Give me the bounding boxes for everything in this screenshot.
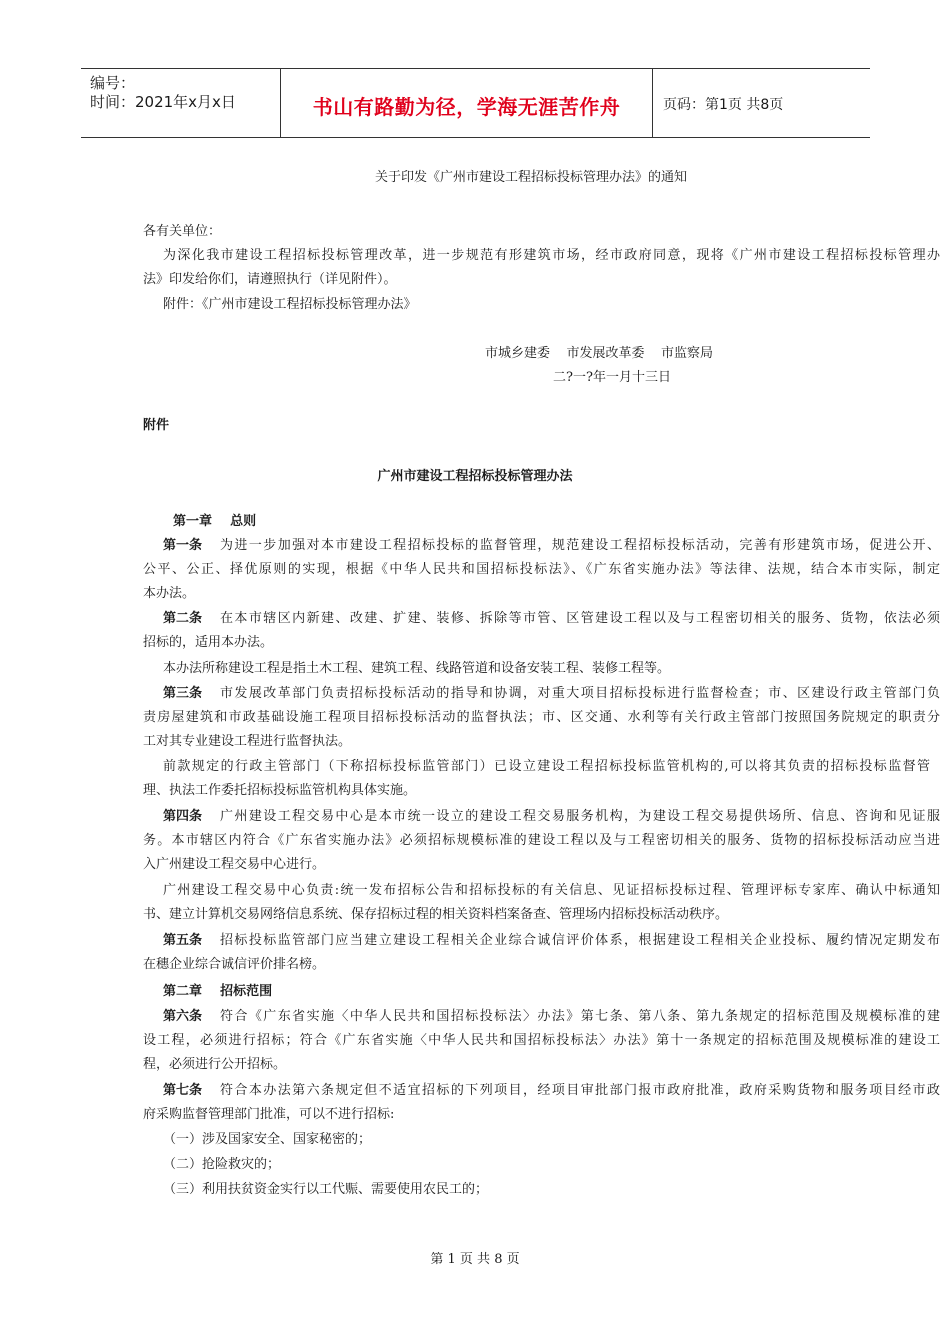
page-label: 页码：第1页 共8页 (663, 97, 784, 113)
attachment-note: 附件：《广州市建设工程招标投标管理办法》 (163, 297, 417, 312)
article-line: 前款规定的行政主管部门（下称招标投标监管部门）已设立建设工程招标投标监管机构的,可以将其负责的招标投标监督管 (163, 759, 930, 774)
article-paragraph: 本办法所称建设工程是指土木工程、建筑工程、线路管道和设备安装工程、装修工程等。 (163, 661, 671, 676)
header-motto-cell (281, 69, 653, 137)
article-line: 在穗企业综合诚信评价排名榜。 (143, 957, 326, 972)
article-heading: 第一条 (163, 538, 203, 553)
article-line: 工对其专业建设工程进行监督执法。 (143, 734, 352, 749)
article-line: 招标投标监管部门应当建立建设工程相关企业综合诚信评价体系，根据建设工程相关企业投标、履约情况定期发布 (220, 933, 940, 948)
article-heading: 第二条 (163, 611, 203, 626)
issue-date: 二?一?年一月十三日 (553, 370, 671, 385)
appendix-label: 附件 (143, 418, 170, 433)
article-line: 设工程，必须进行招标；符合《广东省实施〈中华人民共和国招标投标法〉办法》第十一条规定的招标范围及规模标准的建设工 (143, 1033, 940, 1048)
article-heading: 第三条 (163, 686, 203, 701)
article-line: 符合本办法第六条规定但不适宜招标的下列项目，经项目审批部门报市政府批准，政府采购货物和服务项目经市政 (220, 1083, 940, 1098)
article-line: 在本市辖区内新建、改建、扩建、装修、拆除等市管、区管建设工程以及与工程密切相关的服务、货物，依法必须 (220, 611, 940, 626)
article-line: 广州建设工程交易中心负责:统一发布招标公告和招标投标的有关信息、见证招标投标过程、管理评标专家库、确认中标通知 (163, 883, 940, 898)
article-heading: 第七条 (163, 1083, 203, 1098)
article-heading: 第六条 (163, 1009, 203, 1024)
header-meta-cell (81, 69, 281, 137)
issuers: 市城乡建委 市发展改革委 市监察局 (485, 346, 714, 361)
notice-body-line: 为深化我市建设工程招标投标管理改革，进一步规范有形建筑市场，经市政府同意，现将《广州市建设工程招标投标管理办 (163, 248, 940, 263)
article-line: 责房屋建筑和市政基础设施工程项目招标投标活动的监督执法；市、区交通、水利等有关行政主管部门按照国务院规定的职责分 (143, 710, 940, 725)
article-line: 为进一步加强对本市建设工程招标投标的监督管理，规范建设工程招标投标活动，完善有形建筑市场，促进公开、 (220, 538, 940, 553)
header-page-cell (653, 69, 870, 137)
article-line: 符合《广东省实施〈中华人民共和国招标投标法〉办法》第七条、第八条、第九条规定的招标范围及规模标准的建 (220, 1009, 940, 1024)
page-footer: 第 1 页 共 8 页 (430, 1252, 520, 1267)
list-item: （三）利用扶贫资金实行以工代赈、需要使用农民工的； (163, 1182, 489, 1197)
salutation: 各有关单位： (143, 224, 222, 239)
article-line: 务。本市辖区内符合《广东省实施办法》必须招标规模标准的建设工程以及与工程密切相关的服务、货物的招标投标活动应当进 (143, 833, 940, 848)
motto: 书山有路勤为径，学海无涯苦作舟 (312, 95, 621, 119)
article-line: 广州建设工程交易中心是本市统一设立的建设工程交易服务机构，为建设工程交易提供场所、信息、咨询和见证服 (220, 809, 940, 824)
article-heading: 第五条 (163, 933, 203, 948)
article-line: 公平、公正、择优原则的实现，根据《中华人民共和国招标投标法》、《广东省实施办法》等法律、法规，结合本市实际，制定 (143, 562, 940, 577)
article-line: 市发展改革部门负责招标投标活动的指导和协调，对重大项目招标投标进行监督检查；市、区建设行政主管部门负 (220, 686, 940, 701)
article-line: 府采购监督管理部门批准，可以不进行招标: (143, 1107, 395, 1122)
chapter-heading: 第二章 招标范围 (163, 984, 273, 999)
document-header (81, 68, 870, 138)
document-title: 广州市建设工程招标投标管理办法 (377, 469, 573, 484)
article-line: 招标的，适用本办法。 (143, 635, 274, 650)
article-line: 理、执法工作委托招标投标监管机构具体实施。 (143, 783, 417, 798)
article-line: 本办法。 (143, 586, 196, 601)
chapter-heading: 第一章 总则 (173, 514, 257, 529)
article-line: 书、建立计算机交易网络信息系统、保存招标过程的相关资料档案备查、管理场内招标投标活动秩序。 (143, 907, 729, 922)
list-item: （二）抢险救灾的； (163, 1157, 281, 1172)
article-line: 程，必须进行公开招标。 (143, 1057, 287, 1072)
time-label: 时间：2021年x月x日 (90, 93, 236, 111)
notice-body-line: 法》印发给你们，请遵照执行（详见附件）。 (143, 272, 397, 287)
article-line: 入广州建设工程交易中心进行。 (143, 857, 326, 872)
list-item: （一）涉及国家安全、国家秘密的； (163, 1132, 372, 1147)
notice-title: 关于印发《广州市建设工程招标投标管理办法》的通知 (375, 170, 688, 185)
article-heading: 第四条 (163, 809, 203, 824)
code-label: 编号： (90, 74, 136, 92)
